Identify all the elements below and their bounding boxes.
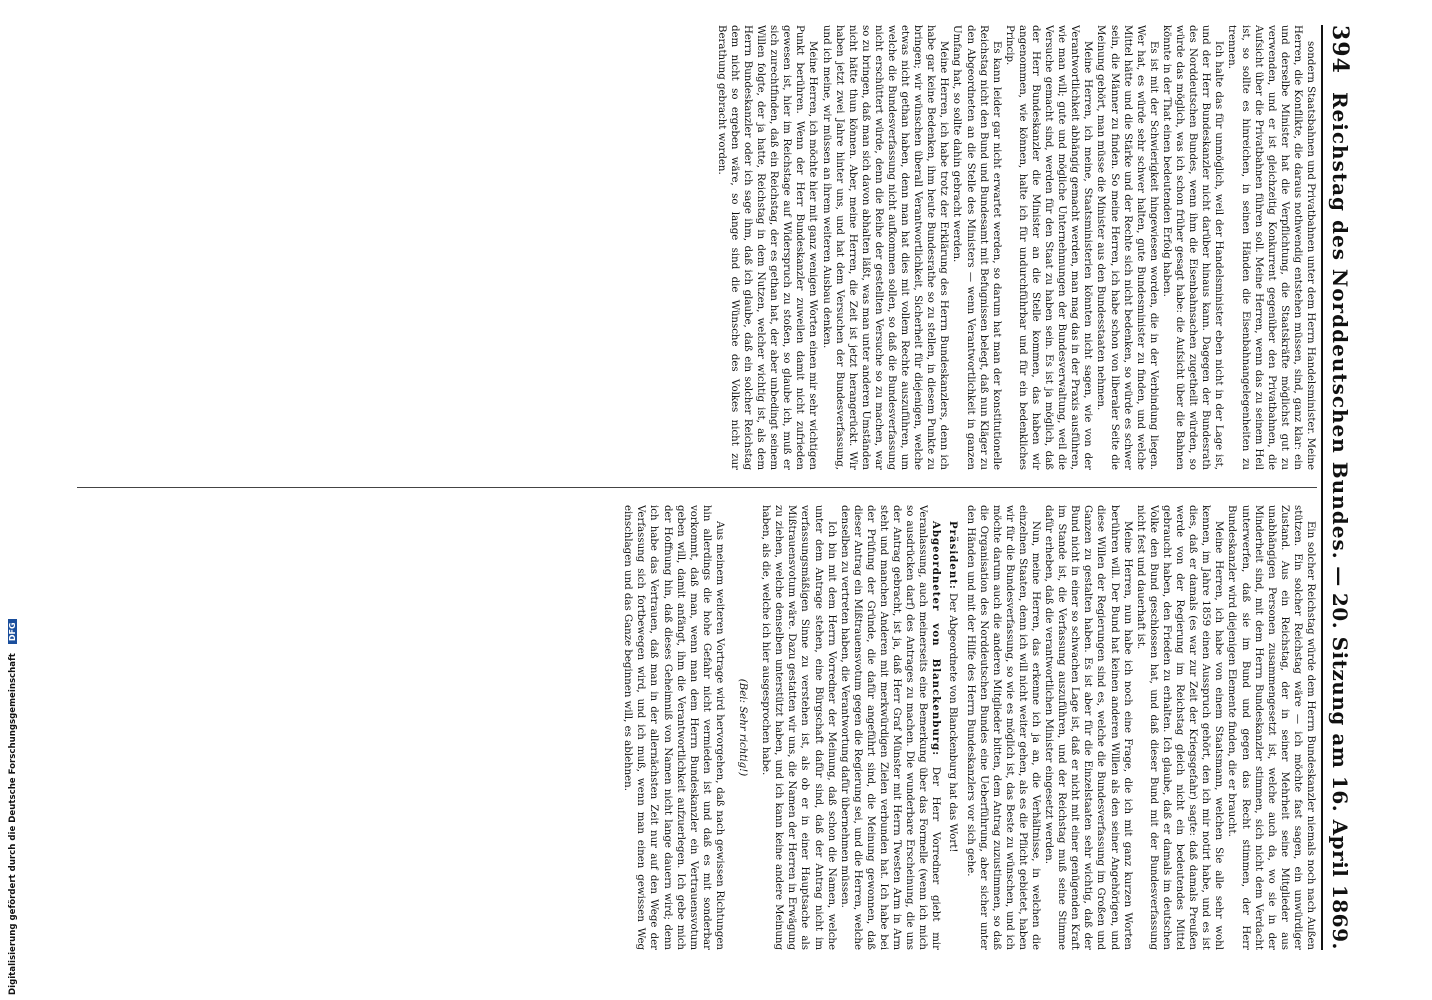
dfg-logo: DFG <box>8 619 17 644</box>
speaker-president: Präsident: <box>947 521 960 590</box>
left-paragraph: Ich halte das für unmöglich, weil der Handelsminister eben nicht in der Lage ist, und der Herr Bundeskanzler nicht darüber hinaus kann. Dagegen der Bundesrath des Norddeutschen Bundes, wenn ihm die Eisenbahnsachen zugetheilt würden, so würde das möglich, was ich schon früher gesagt habe: die Aufsicht über die Bahnen könnte in der That einen bedeutenden Erfolg haben. <box>1160 25 1225 470</box>
left-paragraph: Meine Herren, ich meine, Staatsministerien könnten nicht sagen, wie von der Verantwortlichkeit abhängig gemacht werden, man mag das in der Praxis ausführen, wie man will; gute und mögliche Unternehmungen der Bundesverwaltung, weil die Versuche gemacht sind, werden für den Staat zu haben sein. Es ist ja möglich, daß der Herr Bundeskanzler die Minister an die Stelle kommen, das haben wir angenommen, wie können, halte ich für undurchführbar und für ein bedenkliches Princip. <box>1003 25 1094 470</box>
left-paragraph: Meine Herren, ich möchte hier mit ganz wenigen Worten einen mir sehr wichtigen Punkt berühren. Wenn der Herr Bundeskanzler zuweilen damit nicht zufrieden gewesen ist, hier im Reichstage auf Widerspruch zu stoßen, so glaube ich, muß er sich zurechtfinden, daß ein Reichstag, der es gethan hat, der aber unbedingt seinem Willen folgte, der ja hatte, Reichstag in dem Nutzen, welcher wichtig ist, als dem Herrn Bundeskanzler oder ich sage ihm, daß ich glaube, daß ein solcher Reichstag dem nicht so ergeben wäre, so lange sind die Wünsche des Volkes nicht zur Berathung gebracht worden. <box>715 25 819 470</box>
closing-paragraph: Aus meinem weiteren Vortrage wird hervorgehen, daß nach gewissen Richtungen hin allerdings die hohe Gefahr nicht vermieden ist und daß es mit sonderbar vorkommt, daß man, wenn man dem Herrn Bundeskanzler ein Vertrauensvotum geben will, damit anfängt, ihm die Verantwortlichkeit aufzuerlegen. Ich gebe mich der Hoffnung hin, daß dieses Geheimniß von Namen nicht lange dauern wird; denn ich habe das Vertrauen, daß man in der allernächsten Zeit nur auf den Wege der Verfassung sich fortbewegen wird, und ich muß, wenn man einen gewissen Weg einschlagen und das Ganze beginnen will, es ablehnen. <box>622 505 725 950</box>
speaker-blanckenburg: Abgeordneter von Blanckenburg: <box>930 521 943 757</box>
left-column <box>62 25 1317 470</box>
digitization-footer <box>8 5 18 995</box>
right-paragraph: Nun, meine Herren, das erkenne ich ja an, die Verhältnisse, in welchen die einzelnen Staaten, denn ich will nicht weiter gehen, als es die Pflicht gebietet, haben wir für die Bundesverfassung, so wie es möglich ist, das Beste zu wünschen, und ich möchte darum auch die anderen Mitglieder bitten, dem Antrag zuzustimmen, so daß die Organisation des Norddeutschen Bundes eine Ueberführung, aber sicher unter den Händen und mit der Hilfe des Herrn Bundeskanzlers vor sich gehe. <box>964 505 1042 950</box>
left-paragraph: sondern Staatsbahnen und Privatbahnen unter dem Herrn Handelsminister. Meine Herren, die Konflikte, die daraus nothwendig entstehen müssen, sind, ganz klar: ein und derselbe Minister hat die Verpflichtung, die Staatskräfte möglichst gut zu verwenden, und er ist gleichzeitig Konkurrent gegenüber den Privatbahnen, die Aufsicht über die Privatbahnen führen soll. Meine Herren, wenn das zu seinem Heil ist, so sollte es hinreichen, in seinen Händen die Eisenbahnangelegenheiten zu trennen. <box>1226 25 1316 470</box>
president-remark <box>946 505 959 950</box>
header-dash: — <box>1328 566 1352 587</box>
page-number: 394 <box>1327 25 1353 74</box>
right-paragraph: Ein solcher Reichstag würde dem Herrn Bundeskanzler niemals noch nach Außen stützen. Ein solcher Reichstag wäre — ich möchte fast sagen, ein unwürdiger Zustand. Aus ein Reichstag, der in seiner Mehrheit seine Mitglieder aus unabhängigen Personen zusammengesetzt ist, welche auch da, wo sie in der Minderheit sind, mit dem Herrn Bundeskanzler stimmen, sich nicht dem Verdacht unterwerfen, daß sie im Bund und gegen das Recht stimmen, der Herr Bundeskanzler wird diejenigen Elemente finden, die er braucht. <box>1226 505 1316 950</box>
column-divider <box>77 487 1317 488</box>
left-paragraph: Meine Herren, ich habe trotz der Erklärung des Herrn Bundeskanzlers, denn ich habe gar keine Bedenken, ihm heute Bundesrathe so zu stellen, in diesem Punkte zu bringen; wir wünschen überall Verantwortlichkeit, Sicherheit für diejenigen, welche etwas nicht gethan haben, denn man hat dies mit vollem Rechte auszuführen, um welche die Bundesverfassung nicht aufkommen sollen, so daß die Bundesverfassung nicht erschüttert würde, denn die Reihe der gestellten Versuche so zu machen, war so zu bringen, daß man sich davon abhalten läßt, was man unter anderen Umständen nicht hätte thun können. Aber, meine Herren, die Zeit ist jetzt herangerückt. Wir haben jetzt zwei Jahre hinter uns, und hat dem Versuchen der Bundesverfassung, und ich meine, wir müssen an ihrem weiteren Ausbau denken. <box>820 25 950 470</box>
document-page <box>57 25 1357 950</box>
left-paragraph: Es ist mit der Schwierigkeit hingewiesen worden, die in der Verbindung liegen. Wer hat, es würde sehr schwer halten, gute Bundesminister zu finden, und welche Mittel hätte und die Stärke und der Rechte sich nicht bedenken, so würde es schwer sein, die Männer zu finden. So meine Herren, ich habe schon von liberaler Seite die Meinung gehört, man müsse die Minister aus den Bundesstaaten nehmen. <box>1095 25 1159 470</box>
speech-text: Der Herr Vorredner giebt mir Veranlassung, auch meinerseits eine Bemerkung über das Formelle (wenn ich mich so ausdrücken darf) des Antrages zu machen. Die wunderbare Erscheinung, die uns der Antrag gebracht, ist ja, daß Herr Graf Münster mit Herrn Twesten Arm in Arm steht und manchen Anderen mit merkwürdigen Zielen verbunden hat. Ich habe bei der Prüfung der Gründe, die dafür angeführt sind, die Meinung gewonnen, daß dieser Antrag ein Mißtrauensvotum gegen die Regierung sei, und die Herren, welche denselben zu vertreten haben, die Verantwortung dafür übernehmen müssen. <box>838 505 942 950</box>
footer-credit: Digitalisierung gefördert durch die Deutsche Forschungsgemeinschaft <box>8 653 18 995</box>
session-date: 20. Sitzung am 16. April 1869. <box>1328 592 1352 950</box>
speech-paragraph <box>838 505 943 950</box>
president-text: Der Abgeordnete von Blanckenburg hat das Wort! <box>947 592 959 853</box>
right-paragraph: Meine Herren, ich habe von einem Staatsmann, welchen Sie alle sehr wohl kennen, im Jahre 1859 einen Ausspruch gehört, den ich mir notirt habe, und es ist dies, daß er damals (es war zur Zeit der Kriegsgefahr) sagte: daß damals Preußen werde von der Regierung im Reichstag gleich nicht ein bedeutendes Mittel gebraucht haben, den Frieden zu erhalten. Ich glaube, daß er damals im deutschen Volke den Bund geschlossen hat, und daß dieser Bund mit der Bundesverfassung nicht fest und dauerhaft ist. <box>1134 505 1225 950</box>
speech-paragraph: Ich bin mit dem Herrn Vorredner der Meinung, daß schon die Namen, welche unter dem Antrage stehen, eine Bürgschaft dafür sind, daß der Antrag nicht im verfassungsmäßigen Sinne zu verstehen ist, als ob er in einer Hauptsache als Mißtrauensvotum wäre. Dazu gestatten wir uns, die Namen der Herren in Erwägung zu ziehen, welche denselben unterstützt haben, und ich kann keine andere Meinung haben, als die, welche ich hier ausgesprochen habe. <box>760 505 837 950</box>
page-title: Reichstag des Norddeutschen Bundes. <box>1328 91 1352 560</box>
applause-note: (Bei: Sehr richtig!) <box>737 678 749 777</box>
left-paragraph: Es kann leider gar nicht erwartet werden, so darum hat man der konstitutionelle Reichstag nicht den Bund und Bundesamt mit Befugnissen belegt, daß nun Kläger zu den Abgeordneten an die Stelle des Ministers — wenn Verantwortlichkeit in ganzen Umfang hat, so sollte dahin gebracht werden. <box>951 25 1002 470</box>
running-header <box>1321 25 1357 950</box>
right-column <box>62 505 1317 950</box>
right-paragraph: Meine Herren, nun habe ich noch eine Frage, die ich mit ganz kurzen Worten berühren will. Der Bund hat keinen anderen Willen als den seiner Angehörigen, und diese Willen der Regierungen sind es, welche die Bundesverfassung im Großen und Ganzen zu gestalten haben. Es ist aber für die Einzelstaaten sehr wichtig, daß der Bund nicht in einer so schwachen Lage ist, daß er nicht mit einer genügenden Kraft im Stande ist, die Verfassung auszuführen, und der Reichstag muß seine Stimme dafür erheben, daß die verantwortlichen Minister eingesetzt werden. <box>1043 505 1133 950</box>
